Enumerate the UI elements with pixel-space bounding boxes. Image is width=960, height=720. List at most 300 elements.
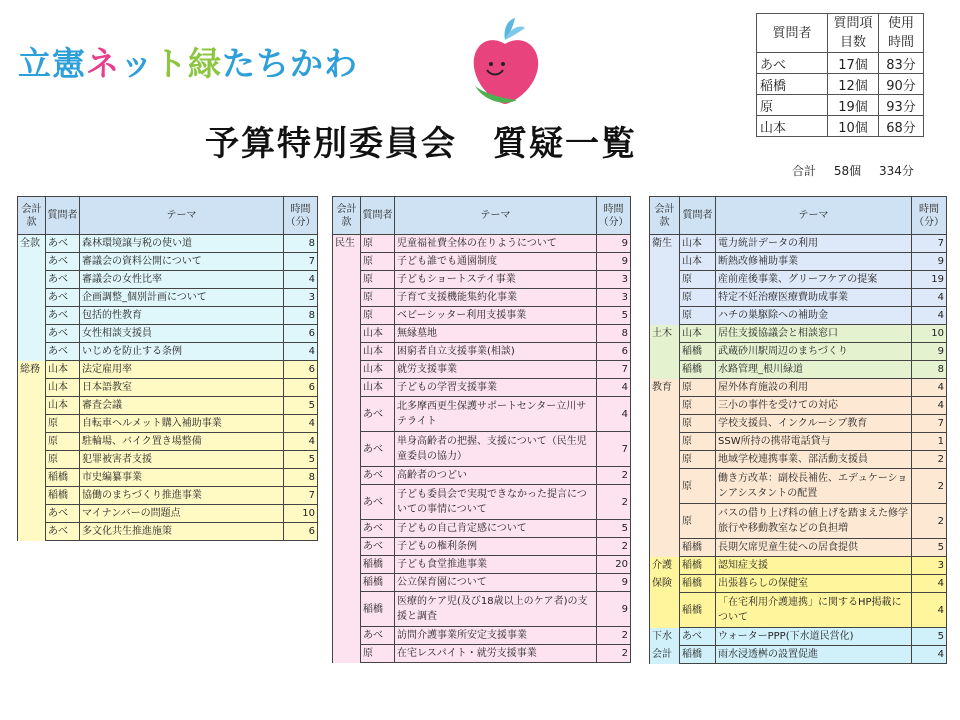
summary-count: 12個 bbox=[828, 74, 879, 95]
row-asker: 原 bbox=[680, 469, 716, 504]
row-asker: あべ bbox=[46, 253, 80, 271]
table-row bbox=[18, 343, 318, 361]
row-theme: 出張暮らしの保健室 bbox=[716, 575, 912, 593]
row-time: 9 bbox=[597, 592, 631, 627]
row-asker: 原 bbox=[46, 415, 80, 433]
row-theme: 法定雇用率 bbox=[80, 361, 284, 379]
row-theme: 自転車ヘルメット購入補助事業 bbox=[80, 415, 284, 433]
row-category: 会計 bbox=[650, 646, 680, 664]
row-asker: 原 bbox=[361, 235, 395, 253]
summary-totals bbox=[792, 162, 928, 179]
row-time: 4 bbox=[912, 646, 947, 664]
row-category bbox=[333, 289, 361, 307]
table-row bbox=[650, 289, 947, 307]
row-category bbox=[333, 325, 361, 343]
row-theme: 「在宅利用介護連携」に関するHP掲載について bbox=[716, 593, 912, 628]
row-theme: 水路管理_根川緑道 bbox=[716, 361, 912, 379]
total-label: 合計 bbox=[792, 164, 817, 178]
summary-header: 質問者 bbox=[757, 14, 828, 53]
row-asker: あべ bbox=[46, 289, 80, 307]
table-row bbox=[18, 361, 318, 379]
table-header-row bbox=[333, 197, 631, 235]
row-category: 教育 bbox=[650, 379, 680, 397]
table-row bbox=[333, 520, 631, 538]
row-asker: あべ bbox=[361, 485, 395, 520]
row-theme: 審議会の資料公開について bbox=[80, 253, 284, 271]
row-asker: 原 bbox=[680, 289, 716, 307]
table-row bbox=[650, 539, 947, 557]
row-category bbox=[18, 271, 46, 289]
row-asker: 原 bbox=[680, 451, 716, 469]
row-category bbox=[18, 289, 46, 307]
row-theme: いじめを防止する条例 bbox=[80, 343, 284, 361]
row-theme: SSW所持の携帯電話貸与 bbox=[716, 433, 912, 451]
row-time: 7 bbox=[597, 432, 631, 467]
row-time: 2 bbox=[597, 645, 631, 663]
row-category bbox=[650, 593, 680, 628]
row-category bbox=[18, 505, 46, 523]
row-category: 介護 bbox=[650, 557, 680, 575]
row-category: 総務 bbox=[18, 361, 46, 379]
row-asker: あべ bbox=[680, 628, 716, 646]
row-theme: 困窮者自立支援事業(相談) bbox=[395, 343, 597, 361]
row-asker: あべ bbox=[46, 325, 80, 343]
row-category bbox=[333, 307, 361, 325]
table-row bbox=[333, 235, 631, 253]
row-theme: 公立保育園について bbox=[395, 574, 597, 592]
summary-table bbox=[756, 13, 924, 137]
row-theme: マイナンバーの問題点 bbox=[80, 505, 284, 523]
row-category bbox=[18, 523, 46, 541]
row-category: 下水 bbox=[650, 628, 680, 646]
row-asker: 山本 bbox=[361, 325, 395, 343]
table-row bbox=[650, 325, 947, 343]
row-asker: あべ bbox=[46, 271, 80, 289]
question-table-2 bbox=[332, 196, 631, 663]
summary-name: あべ bbox=[757, 53, 828, 74]
summary-row bbox=[757, 116, 924, 137]
row-time: 2 bbox=[912, 451, 947, 469]
row-time: 5 bbox=[912, 539, 947, 557]
logo-char: 憲 bbox=[52, 44, 86, 83]
row-category bbox=[18, 397, 46, 415]
row-theme: 審査会議 bbox=[80, 397, 284, 415]
row-category bbox=[650, 271, 680, 289]
row-asker: 稲橋 bbox=[680, 646, 716, 664]
row-category bbox=[333, 538, 361, 556]
row-theme: 審議会の女性比率 bbox=[80, 271, 284, 289]
table-row bbox=[333, 467, 631, 485]
row-time: 20 bbox=[597, 556, 631, 574]
row-category bbox=[333, 485, 361, 520]
row-theme: 特定不妊治療医療費助成事業 bbox=[716, 289, 912, 307]
row-theme: 単身高齢者の把握、支援について（民生児童委員の協力） bbox=[395, 432, 597, 467]
row-theme: 子どもの学習支援事業 bbox=[395, 379, 597, 397]
summary-time: 68分 bbox=[879, 116, 924, 137]
row-theme: 在宅レスパイト・就労支援事業 bbox=[395, 645, 597, 663]
row-time: 5 bbox=[284, 451, 318, 469]
row-time: 6 bbox=[597, 343, 631, 361]
summary-row bbox=[757, 95, 924, 116]
row-theme: 日本語教室 bbox=[80, 379, 284, 397]
header-category: 会計款 bbox=[333, 197, 361, 235]
row-asker: 稲橋 bbox=[680, 343, 716, 361]
row-time: 2 bbox=[597, 485, 631, 520]
row-asker: あべ bbox=[46, 343, 80, 361]
row-theme: 北多摩西更生保護サポートセンター立川サテライト bbox=[395, 397, 597, 432]
row-theme: 電力統計データの利用 bbox=[716, 235, 912, 253]
summary-count: 17個 bbox=[828, 53, 879, 74]
row-asker: 稲橋 bbox=[361, 556, 395, 574]
table-row bbox=[650, 575, 947, 593]
row-category bbox=[650, 397, 680, 415]
table-row bbox=[333, 538, 631, 556]
row-category bbox=[333, 520, 361, 538]
row-asker: 原 bbox=[46, 451, 80, 469]
row-category bbox=[333, 253, 361, 271]
row-time: 2 bbox=[597, 467, 631, 485]
row-theme: 就労支援事業 bbox=[395, 361, 597, 379]
row-category: 全款 bbox=[18, 235, 46, 253]
row-category bbox=[18, 343, 46, 361]
row-category: 保険 bbox=[650, 575, 680, 593]
table-row bbox=[650, 433, 947, 451]
row-theme: 子育て支援機能集約化事業 bbox=[395, 289, 597, 307]
row-time: 6 bbox=[284, 325, 318, 343]
row-time: 4 bbox=[284, 433, 318, 451]
row-asker: あべ bbox=[361, 538, 395, 556]
row-category bbox=[333, 271, 361, 289]
row-asker: 山本 bbox=[680, 325, 716, 343]
row-time: 8 bbox=[284, 235, 318, 253]
summary-count: 10個 bbox=[828, 116, 879, 137]
table-row bbox=[650, 307, 947, 325]
row-theme: 女性相談支援員 bbox=[80, 325, 284, 343]
row-time: 9 bbox=[597, 235, 631, 253]
row-category bbox=[650, 361, 680, 379]
row-time: 9 bbox=[912, 343, 947, 361]
table-row bbox=[18, 379, 318, 397]
row-asker: あべ bbox=[361, 520, 395, 538]
table-row bbox=[18, 289, 318, 307]
summary-header: 使用時間 bbox=[879, 14, 924, 53]
row-asker: あべ bbox=[46, 523, 80, 541]
row-time: 2 bbox=[597, 538, 631, 556]
header-theme: テーマ bbox=[716, 197, 912, 235]
row-theme: バスの借り上げ料の値上げを踏まえた修学旅行や移動教室などの負担増 bbox=[716, 504, 912, 539]
table-row bbox=[650, 361, 947, 379]
table-row bbox=[18, 451, 318, 469]
summary-time: 90分 bbox=[879, 74, 924, 95]
row-category bbox=[18, 415, 46, 433]
row-theme: 武蔵砂川駅周辺のまちづくり bbox=[716, 343, 912, 361]
row-category bbox=[18, 469, 46, 487]
row-asker: 原 bbox=[680, 307, 716, 325]
row-theme: 三小の事件を受けての対応 bbox=[716, 397, 912, 415]
row-asker: 原 bbox=[680, 433, 716, 451]
row-time: 4 bbox=[284, 271, 318, 289]
row-asker: 原 bbox=[361, 271, 395, 289]
row-theme: 無縁墓地 bbox=[395, 325, 597, 343]
summary-row bbox=[757, 74, 924, 95]
table-row bbox=[18, 253, 318, 271]
row-theme: 長期欠席児童生徒への居食提供 bbox=[716, 539, 912, 557]
table-row bbox=[650, 253, 947, 271]
row-category bbox=[650, 307, 680, 325]
table-row bbox=[650, 451, 947, 469]
table-row bbox=[18, 325, 318, 343]
row-time: 19 bbox=[912, 271, 947, 289]
summary-row bbox=[757, 53, 924, 74]
row-asker: 山本 bbox=[680, 253, 716, 271]
row-asker: 山本 bbox=[361, 343, 395, 361]
row-time: 5 bbox=[597, 520, 631, 538]
summary-name: 山本 bbox=[757, 116, 828, 137]
total-time: 334分 bbox=[878, 164, 914, 178]
row-time: 10 bbox=[912, 325, 947, 343]
table-row bbox=[333, 289, 631, 307]
row-theme: ウォーターPPP(下水道民営化) bbox=[716, 628, 912, 646]
row-asker: 稲橋 bbox=[46, 487, 80, 505]
row-time: 4 bbox=[284, 343, 318, 361]
row-asker: 山本 bbox=[46, 397, 80, 415]
total-count: 58個 bbox=[833, 164, 862, 178]
row-asker: 稲橋 bbox=[680, 361, 716, 379]
table-row bbox=[18, 487, 318, 505]
header-time: 時間（分） bbox=[912, 197, 947, 235]
row-time: 5 bbox=[597, 307, 631, 325]
summary-name: 原 bbox=[757, 95, 828, 116]
logo-char: ネ bbox=[86, 44, 120, 83]
table-row bbox=[18, 235, 318, 253]
row-asker: 原 bbox=[46, 433, 80, 451]
table-row bbox=[650, 343, 947, 361]
table-row bbox=[333, 271, 631, 289]
row-theme: 犯罪被害者支援 bbox=[80, 451, 284, 469]
row-asker: 山本 bbox=[361, 379, 395, 397]
row-theme: 子どもショートステイ事業 bbox=[395, 271, 597, 289]
row-category bbox=[650, 343, 680, 361]
row-time: 6 bbox=[284, 361, 318, 379]
row-asker: あべ bbox=[361, 397, 395, 432]
row-theme: 包括的性教育 bbox=[80, 307, 284, 325]
row-theme: 訪問介護事業所安定支援事業 bbox=[395, 627, 597, 645]
table-row bbox=[18, 397, 318, 415]
logo-char: 立 bbox=[18, 44, 52, 83]
header-category: 会計款 bbox=[18, 197, 46, 235]
row-category bbox=[333, 556, 361, 574]
table-row bbox=[18, 469, 318, 487]
row-asker: あべ bbox=[46, 307, 80, 325]
header-category: 会計款 bbox=[650, 197, 680, 235]
question-table-3 bbox=[649, 196, 947, 664]
row-asker: あべ bbox=[361, 432, 395, 467]
row-category bbox=[18, 325, 46, 343]
row-time: 4 bbox=[284, 415, 318, 433]
row-asker: 原 bbox=[361, 307, 395, 325]
table-row bbox=[650, 271, 947, 289]
row-category bbox=[650, 253, 680, 271]
row-time: 7 bbox=[284, 253, 318, 271]
row-theme: 多文化共生推進施策 bbox=[80, 523, 284, 541]
row-asker: 山本 bbox=[46, 361, 80, 379]
row-time: 8 bbox=[284, 307, 318, 325]
table-row bbox=[333, 432, 631, 467]
row-time: 7 bbox=[912, 415, 947, 433]
summary-time: 93分 bbox=[879, 95, 924, 116]
row-theme: 子どもの自己肯定感について bbox=[395, 520, 597, 538]
row-category bbox=[333, 627, 361, 645]
table-row bbox=[650, 469, 947, 504]
row-category bbox=[333, 432, 361, 467]
row-theme: ベビーシッター利用支援事業 bbox=[395, 307, 597, 325]
row-category bbox=[18, 307, 46, 325]
row-time: 7 bbox=[284, 487, 318, 505]
row-category bbox=[18, 379, 46, 397]
table-row bbox=[650, 646, 947, 664]
table-row bbox=[333, 307, 631, 325]
row-time: 9 bbox=[597, 253, 631, 271]
row-time: 5 bbox=[284, 397, 318, 415]
row-time: 7 bbox=[597, 361, 631, 379]
row-asker: 稲橋 bbox=[680, 539, 716, 557]
table-row bbox=[333, 592, 631, 627]
table-row bbox=[650, 593, 947, 628]
row-theme: 高齢者のつどい bbox=[395, 467, 597, 485]
row-asker: 原 bbox=[680, 271, 716, 289]
summary-header: 質問項目数 bbox=[828, 14, 879, 53]
row-time: 9 bbox=[597, 574, 631, 592]
row-asker: 稲橋 bbox=[680, 575, 716, 593]
row-category bbox=[18, 253, 46, 271]
row-theme: 地域学校連携事業、部活動支援員 bbox=[716, 451, 912, 469]
peach-mascot-icon bbox=[465, 10, 545, 110]
row-asker: 原 bbox=[680, 504, 716, 539]
table-row bbox=[650, 504, 947, 539]
row-time: 4 bbox=[912, 593, 947, 628]
row-asker: あべ bbox=[46, 505, 80, 523]
logo bbox=[18, 38, 358, 85]
row-asker: 原 bbox=[361, 253, 395, 271]
row-theme: 子ども食堂推進事業 bbox=[395, 556, 597, 574]
row-category bbox=[18, 487, 46, 505]
row-category bbox=[333, 361, 361, 379]
table-row bbox=[333, 253, 631, 271]
row-time: 4 bbox=[912, 397, 947, 415]
row-time: 4 bbox=[597, 379, 631, 397]
row-category bbox=[333, 645, 361, 663]
header-asker: 質問者 bbox=[46, 197, 80, 235]
row-theme: 企画調整_個別計画について bbox=[80, 289, 284, 307]
row-category: 衛生 bbox=[650, 235, 680, 253]
table-row bbox=[333, 485, 631, 520]
table-row bbox=[18, 271, 318, 289]
row-category bbox=[650, 451, 680, 469]
row-time: 4 bbox=[912, 307, 947, 325]
row-category bbox=[333, 574, 361, 592]
row-category bbox=[650, 433, 680, 451]
table-row bbox=[650, 628, 947, 646]
row-category bbox=[650, 539, 680, 557]
table-row bbox=[650, 557, 947, 575]
row-time: 2 bbox=[597, 627, 631, 645]
row-category bbox=[333, 379, 361, 397]
row-category bbox=[333, 467, 361, 485]
table-row bbox=[18, 307, 318, 325]
table-header-row bbox=[18, 197, 318, 235]
table-row bbox=[650, 379, 947, 397]
logo-char: ト緑 bbox=[154, 44, 222, 83]
row-time: 1 bbox=[912, 433, 947, 451]
header-time: 時間（分） bbox=[597, 197, 631, 235]
page-title: 予算特別委員会 質疑一覧 bbox=[205, 124, 637, 164]
row-theme: 働き方改革：副校長補佐、エデュケーションアシスタントの配置 bbox=[716, 469, 912, 504]
row-theme: 子ども委員会で実現できなかった提言についての事情について bbox=[395, 485, 597, 520]
row-asker: 稲橋 bbox=[361, 592, 395, 627]
row-category bbox=[18, 433, 46, 451]
row-theme: 駐輪場、バイク置き場整備 bbox=[80, 433, 284, 451]
row-asker: 稲橋 bbox=[361, 574, 395, 592]
row-theme: 協働のまちづくり推進事業 bbox=[80, 487, 284, 505]
header-time: 時間（分） bbox=[284, 197, 318, 235]
row-theme: 居住支援協議会と相談窓口 bbox=[716, 325, 912, 343]
row-time: 7 bbox=[912, 235, 947, 253]
row-theme: 認知症支援 bbox=[716, 557, 912, 575]
row-asker: 原 bbox=[680, 397, 716, 415]
header-theme: テーマ bbox=[80, 197, 284, 235]
table-row bbox=[333, 343, 631, 361]
header-theme: テーマ bbox=[395, 197, 597, 235]
row-time: 8 bbox=[912, 361, 947, 379]
row-asker: 原 bbox=[680, 415, 716, 433]
row-category bbox=[333, 592, 361, 627]
row-asker: 山本 bbox=[46, 379, 80, 397]
row-theme: 産前産後事業、グリーフケアの提案 bbox=[716, 271, 912, 289]
row-theme: 学校支援員、インクルーシブ教育 bbox=[716, 415, 912, 433]
row-time: 5 bbox=[912, 628, 947, 646]
table-row bbox=[650, 235, 947, 253]
row-asker: 山本 bbox=[680, 235, 716, 253]
row-asker: 稲橋 bbox=[680, 593, 716, 628]
row-theme: 医療的ケア児(及び18歳以上のケア者)の支援と調査 bbox=[395, 592, 597, 627]
summary-time: 83分 bbox=[879, 53, 924, 74]
row-category: 土木 bbox=[650, 325, 680, 343]
row-category bbox=[650, 504, 680, 539]
row-theme: 児童福祉費全体の在りようについて bbox=[395, 235, 597, 253]
row-asker: 原 bbox=[680, 379, 716, 397]
row-asker: 稲橋 bbox=[46, 469, 80, 487]
row-time: 9 bbox=[912, 253, 947, 271]
row-time: 8 bbox=[284, 469, 318, 487]
row-theme: 屋外体育施設の利用 bbox=[716, 379, 912, 397]
row-time: 2 bbox=[912, 469, 947, 504]
table-row bbox=[333, 574, 631, 592]
row-theme: 子どもの権利条例 bbox=[395, 538, 597, 556]
summary-name: 稲橋 bbox=[757, 74, 828, 95]
table-row bbox=[333, 361, 631, 379]
row-time: 10 bbox=[284, 505, 318, 523]
table-row bbox=[333, 645, 631, 663]
table-header-row bbox=[650, 197, 947, 235]
row-category bbox=[333, 397, 361, 432]
table-row bbox=[18, 433, 318, 451]
row-time: 4 bbox=[912, 575, 947, 593]
row-theme: 断熱改修補助事業 bbox=[716, 253, 912, 271]
row-category bbox=[650, 469, 680, 504]
row-asker: あべ bbox=[46, 235, 80, 253]
table-row bbox=[333, 556, 631, 574]
header-asker: 質問者 bbox=[680, 197, 716, 235]
